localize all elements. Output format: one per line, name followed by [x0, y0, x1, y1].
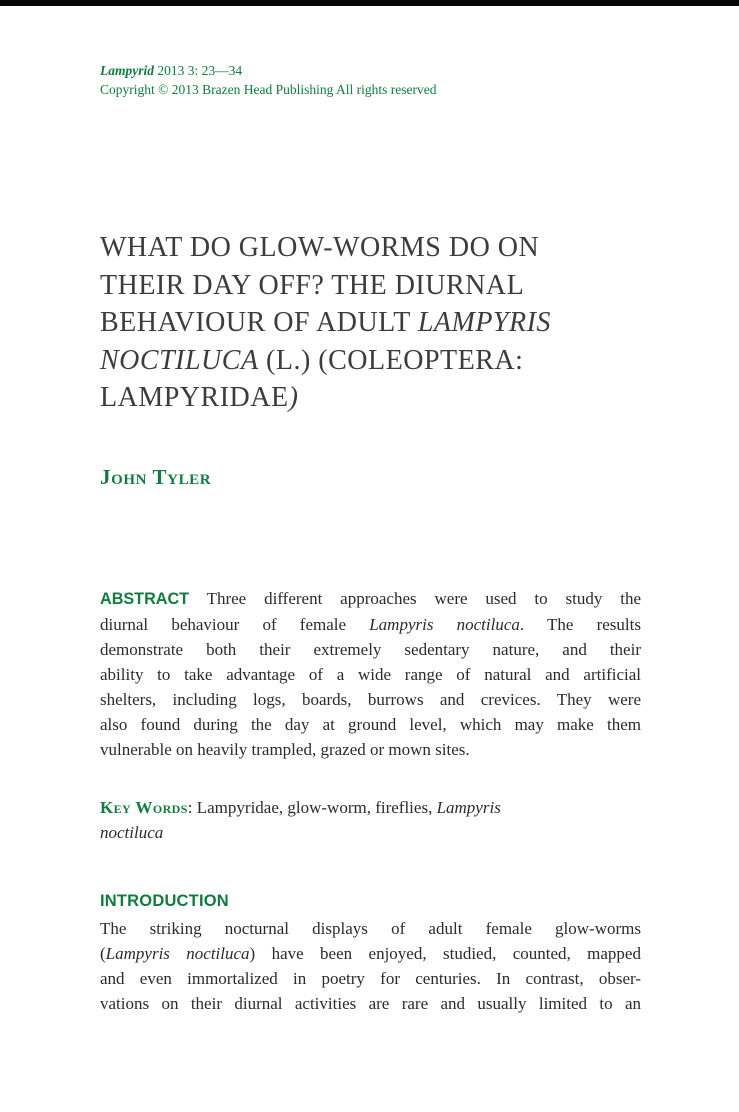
- text-line: Key Words: Lampyridae, glow-worm, fireflies, Lampyris: [100, 798, 501, 817]
- journal-citation-line: Lampyrid 2013 3: 23—34: [100, 63, 243, 78]
- text-line: noctiluca: [100, 823, 164, 842]
- text-line: diurnal behaviour of female Lampyris noctiluca. The results: [100, 615, 641, 634]
- introduction-heading: INTRODUCTION: [100, 892, 229, 910]
- text-line: The striking nocturnal displays of adult female glow-worms: [100, 919, 641, 938]
- text-line: and even immortalized in poetry for centuries. In contrast, obser-: [100, 969, 641, 988]
- scan-edge-top: [0, 0, 739, 6]
- text-line: demonstrate both their extremely sedentary nature, and their: [100, 640, 641, 659]
- introduction-paragraph: [100, 916, 641, 1016]
- abstract-paragraph: [100, 586, 641, 762]
- text-line: BEHAVIOUR OF ADULT LAMPYRIS: [100, 307, 551, 339]
- text-line: shelters, including logs, boards, burrows and crevices. They were: [100, 690, 641, 709]
- copyright-line: Copyright © 2013 Brazen Head Publishing All rights reserved: [100, 81, 437, 97]
- keywords-paragraph: [100, 795, 641, 845]
- journal-header: [100, 62, 580, 99]
- text-line: vations on their diurnal activities are rare and usually limited to an: [100, 994, 641, 1013]
- text-line: (Lampyris noctiluca) have been enjoyed, studied, counted, mapped: [100, 944, 641, 963]
- text-line: ability to take advantage of a wide range of natural and artificial: [100, 665, 641, 684]
- text-line: LAMPYRIDAE): [100, 382, 299, 414]
- author-name: John Tyler: [100, 465, 212, 489]
- abstract-label: ABSTRACT: [100, 590, 190, 608]
- text-line: WHAT DO GLOW-WORMS DO ON: [100, 232, 540, 263]
- article-title: [100, 229, 675, 417]
- keywords-label: Key Words: [100, 798, 188, 817]
- text-line: THEIR DAY OFF? THE DIURNAL: [100, 269, 525, 301]
- text-line: vulnerable on heavily trampled, grazed or mown sites.: [100, 740, 470, 759]
- text-line: ABSTRACT Three different approaches were used to study the: [100, 589, 641, 608]
- text-line: NOCTILUCA (L.) (COLEOPTERA:: [100, 344, 524, 376]
- text-line: also found during the day at ground level, which may make them: [100, 715, 641, 734]
